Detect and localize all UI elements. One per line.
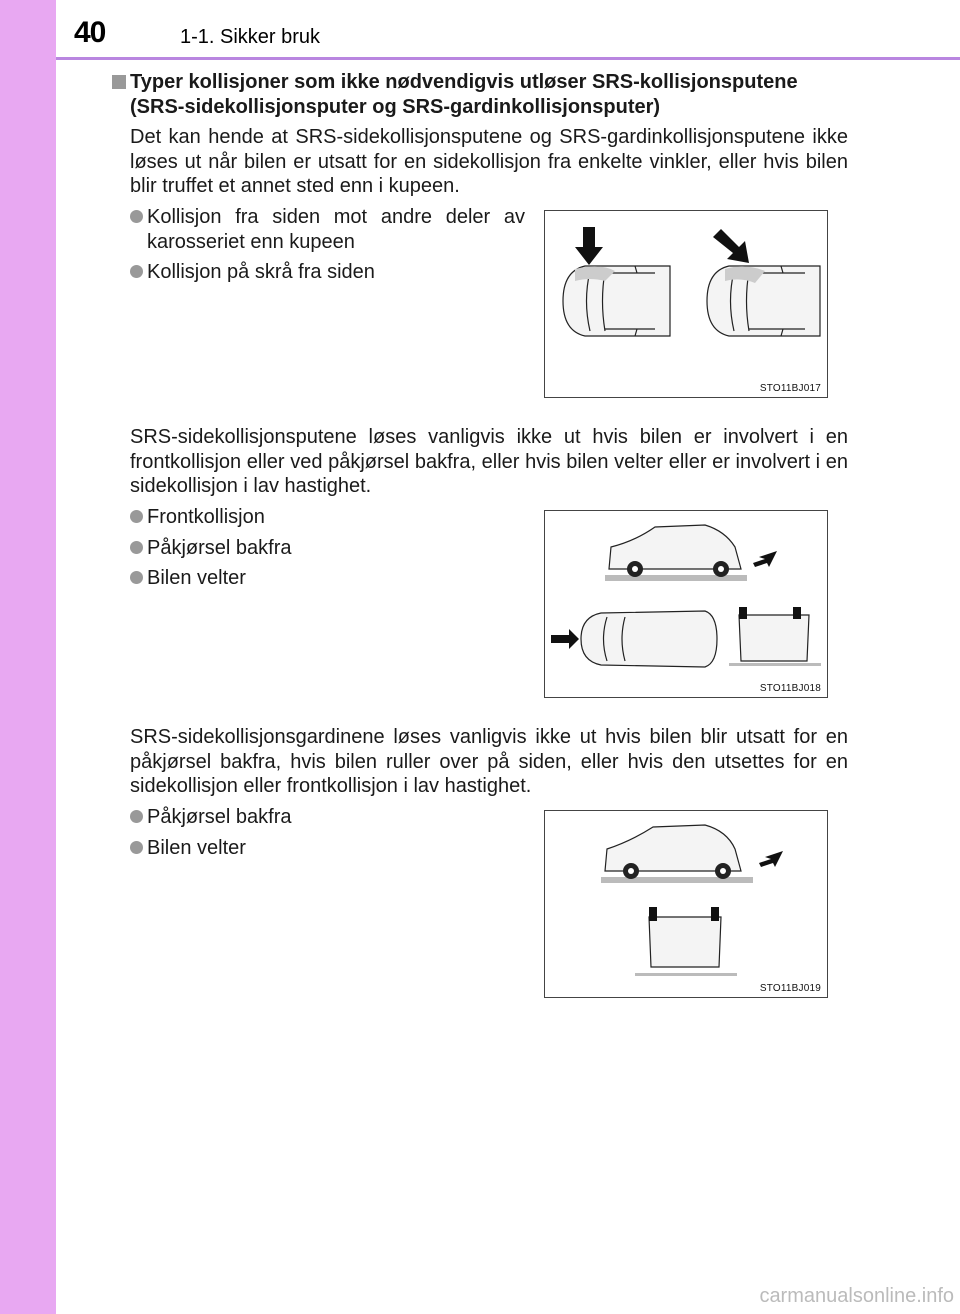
car-collision-illustration xyxy=(545,511,829,699)
bullet-dot-icon xyxy=(130,841,143,854)
bullet-dot-icon xyxy=(130,510,143,523)
arrow-right-icon xyxy=(551,629,579,649)
heading-text: Typer kollisjoner som ikke nødvendigvis utløser SRS-kollisjonsputene (SRS-sidekollisjonsputer og SRS-gardinkollisjonsputer) xyxy=(130,71,798,118)
section-heading xyxy=(112,70,852,119)
list-item-text: Frontkollisjon xyxy=(147,506,265,528)
square-bullet-icon xyxy=(112,75,126,89)
page-header xyxy=(0,0,960,58)
list-item-text: Kollisjon fra siden mot andre deler av karosseriet enn kupeen xyxy=(147,206,525,253)
list-item xyxy=(130,566,510,591)
bullet-dot-icon xyxy=(130,810,143,823)
list-item-text: Kollisjon på skrå fra siden xyxy=(147,261,375,283)
list-item-text: Bilen velter xyxy=(147,836,246,859)
section-title: 1-1. Sikker bruk xyxy=(180,26,321,48)
arrow-down-icon xyxy=(575,227,603,265)
figure-code: STO11BJ019 xyxy=(759,983,821,994)
figure-code: STO11BJ018 xyxy=(759,683,821,694)
list-item xyxy=(130,505,510,530)
bullet-dot-icon xyxy=(130,210,143,223)
bullet-list-1 xyxy=(130,205,525,291)
arrow-left-icon xyxy=(753,551,777,567)
watermark: carmanualsonline.info xyxy=(759,1285,954,1307)
car-rollover-illustration xyxy=(545,811,829,999)
paragraph-intro: Det kan hende at SRS-sidekollisjonsputene og SRS-gardinkollisjonsputene ikke løses ut når bilen er utsatt for en sidekollisjon fra enkelte vinkler, eller hvis bilen blir truffet et annet sted enn i kupeen. xyxy=(130,126,848,197)
list-item xyxy=(130,536,510,561)
list-item-text: Påkjørsel bakfra xyxy=(147,536,292,559)
arrow-diagonal-icon xyxy=(713,229,749,263)
arrow-left-icon xyxy=(759,851,783,867)
bullet-dot-icon xyxy=(130,265,143,278)
bullet-dot-icon xyxy=(130,571,143,584)
list-item xyxy=(130,205,525,254)
page-number: 40 xyxy=(74,16,106,49)
figure-side-collision xyxy=(544,210,828,398)
header-divider xyxy=(56,57,960,60)
paragraph-side-airbags: SRS-sidekollisjonsputene løses vanligvis ikke ut hvis bilen er involvert i en frontkollisjon eller ved påkjørsel bakfra, eller hvis bilen velter eller er involvert i en sidekollisjon i lav hastighet. xyxy=(130,426,848,497)
list-item-text: Påkjørsel bakfra xyxy=(147,806,292,828)
figure-front-rear-rollover xyxy=(544,510,828,698)
list-item xyxy=(130,836,510,861)
paragraph-curtain-airbags: SRS-sidekollisjonsgardinene løses vanligvis ikke ut hvis bilen blir utsatt for en påkjørsel bakfra, hvis bilen ruller over på siden, eller hvis den utsettes for en sidekollisjon eller frontkollisjon i lav hastighet. xyxy=(130,726,848,797)
list-item-text: Bilen velter xyxy=(147,567,246,589)
list-item xyxy=(130,805,510,830)
bullet-dot-icon xyxy=(130,541,143,554)
bullet-list-3 xyxy=(130,805,510,866)
car-top-view-illustration xyxy=(545,211,829,399)
figure-code: STO11BJ017 xyxy=(759,383,821,394)
list-item xyxy=(130,260,525,285)
chapter-sidebar xyxy=(0,0,56,1314)
bullet-list-2 xyxy=(130,505,510,597)
figure-rear-rollover xyxy=(544,810,828,998)
